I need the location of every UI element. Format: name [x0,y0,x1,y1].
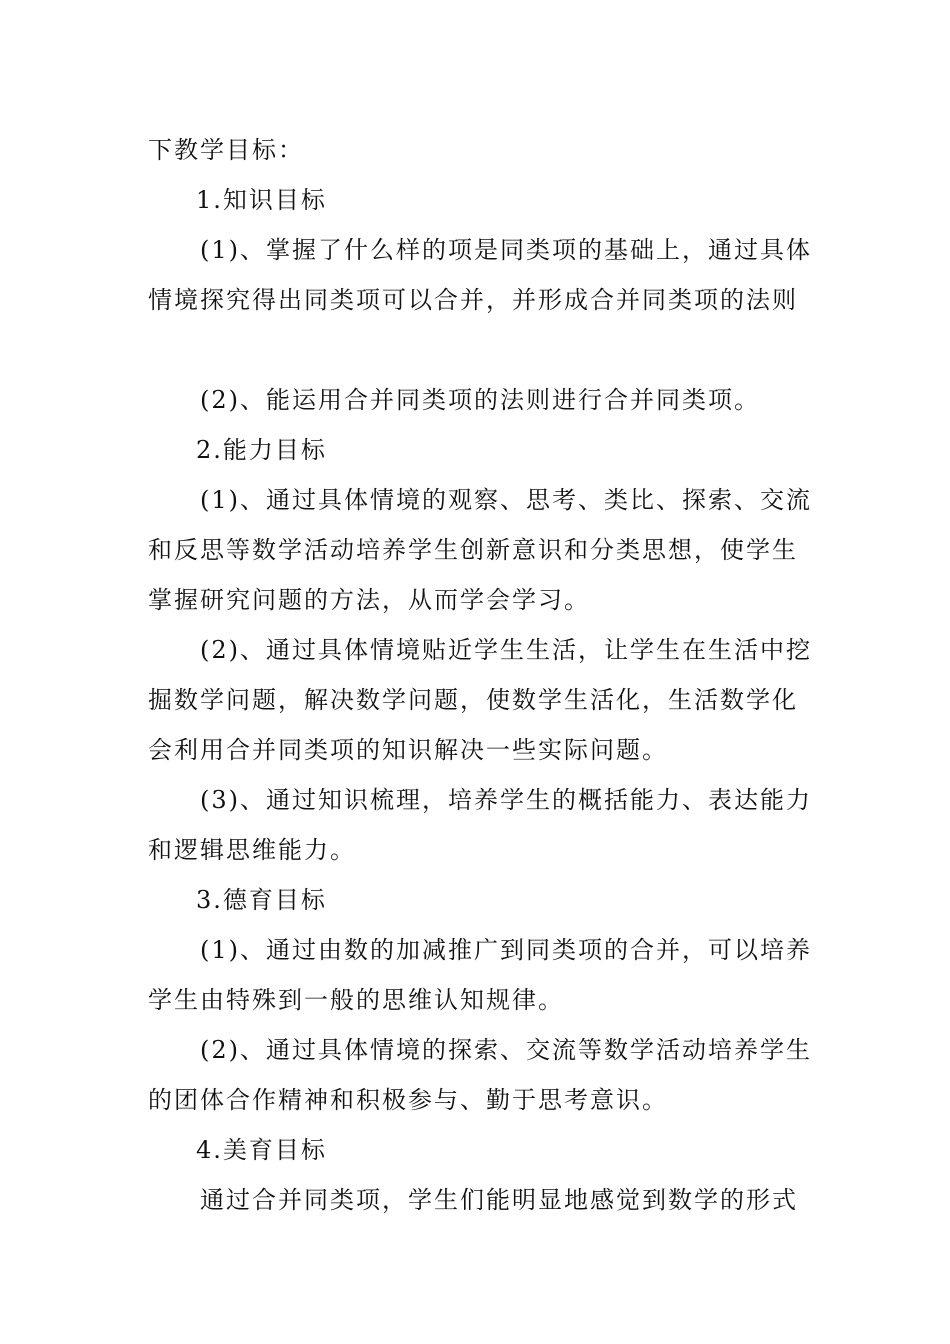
text-line: 掌握研究问题的方法，从而学会学习。 [148,586,590,614]
section-heading: 1.知识目标 [196,186,327,214]
section-heading: 4.美育目标 [196,1136,327,1164]
text-line: 掘数学问题，解决数学问题，使数学生活化，生活数学化 [148,686,798,714]
text-line: (1)、掌握了什么样的项是同类项的基础上，通过具体 [200,236,812,264]
text-line: 下教学目标： [148,136,304,164]
text-line: 和逻辑思维能力。 [148,836,356,864]
text-line: 情境探究得出同类项可以合并，并形成合并同类项的法则 [148,286,798,314]
text-line: (3)、通过知识梳理，培养学生的概括能力、表达能力 [200,786,812,814]
text-line: (2)、通过具体情境的探索、交流等数学活动培养学生 [200,1036,812,1064]
text-line: 和反思等数学活动培养学生创新意识和分类思想，使学生 [148,536,798,564]
section-heading: 3.德育目标 [196,886,327,914]
section-heading: 2.能力目标 [196,436,327,464]
text-line: 的团体合作精神和积极参与、勤于思考意识。 [148,1086,668,1114]
text-line: (2)、通过具体情境贴近学生生活，让学生在生活中挖 [200,636,812,664]
text-line: 通过合并同类项，学生们能明显地感觉到数学的形式 [200,1186,798,1214]
text-line: (1)、通过由数的加减推广到同类项的合并，可以培养 [200,936,812,964]
text-line: (1)、通过具体情境的观察、思考、类比、探索、交流 [200,486,812,514]
text-line: (2)、能运用合并同类项的法则进行合并同类项。 [200,386,760,414]
text-line: 学生由特殊到一般的思维认知规律。 [148,986,564,1014]
text-line: 会利用合并同类项的知识解决一些实际问题。 [148,736,668,764]
